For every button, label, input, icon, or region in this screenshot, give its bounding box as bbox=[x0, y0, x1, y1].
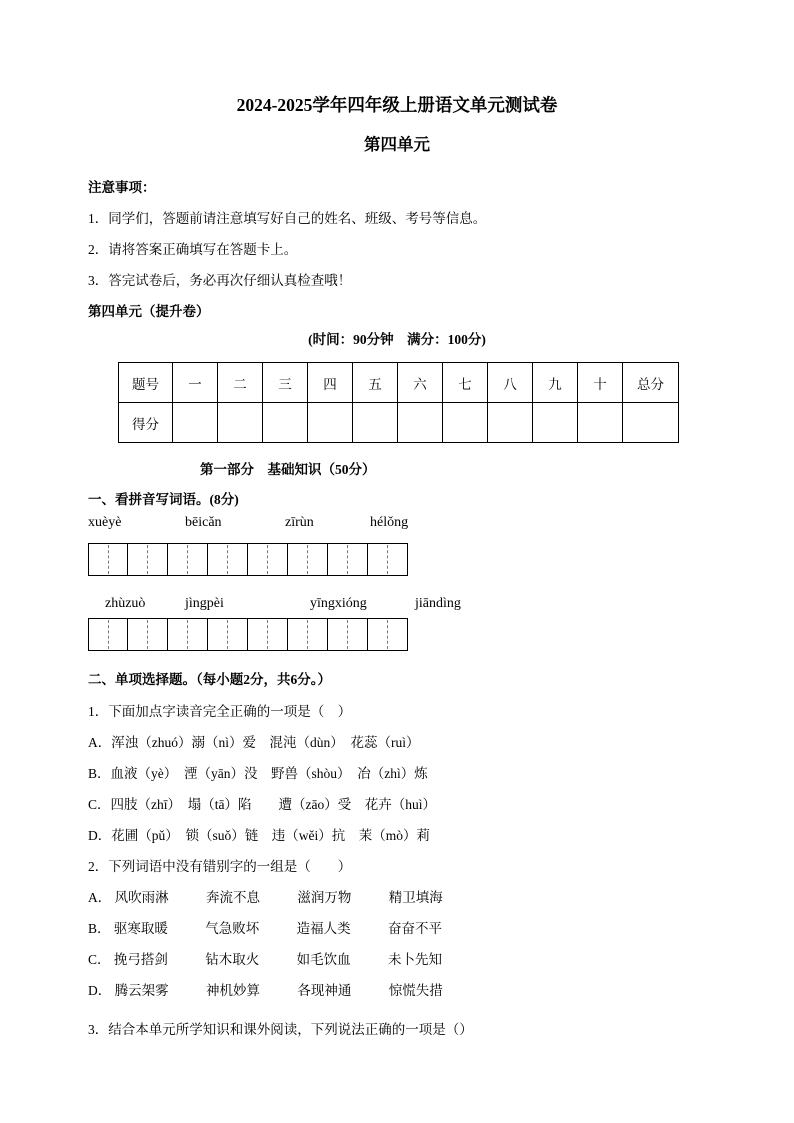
score-header-cell: 总分 bbox=[623, 363, 679, 403]
question2-option-a bbox=[88, 889, 706, 907]
score-header-cell: 十 bbox=[578, 363, 623, 403]
question2-option-c bbox=[88, 951, 706, 969]
pinyin-row-2 bbox=[88, 596, 706, 616]
score-cell-empty bbox=[398, 403, 443, 443]
pinyin-word: zīrùn bbox=[285, 515, 314, 530]
writing-cell bbox=[328, 543, 368, 576]
page-subtitle: 第四单元 bbox=[364, 135, 430, 154]
writing-cell bbox=[208, 543, 248, 576]
notice-heading: 注意事项： bbox=[88, 180, 156, 195]
score-header-cell: 五 bbox=[353, 363, 398, 403]
option-word: 精卫填海 bbox=[388, 890, 443, 905]
writing-cell bbox=[88, 543, 128, 576]
option-label: C． bbox=[88, 952, 111, 967]
option-word: 滋润万物 bbox=[297, 890, 352, 905]
score-header-cell: 七 bbox=[443, 363, 488, 403]
option-label: A． bbox=[88, 890, 112, 905]
score-cell-empty bbox=[218, 403, 263, 443]
option-word: 气急败坏 bbox=[205, 921, 260, 936]
pinyin-word: hélǒng bbox=[370, 515, 409, 530]
writing-cell bbox=[368, 618, 408, 651]
notice-item-2: 2．请将答案正确填写在答题卡上。 bbox=[88, 242, 298, 257]
score-header-cell: 八 bbox=[488, 363, 533, 403]
writing-cell bbox=[168, 543, 208, 576]
writing-cell bbox=[248, 618, 288, 651]
writing-cell bbox=[88, 618, 128, 651]
option-word: 钻木取火 bbox=[205, 952, 260, 967]
pinyin-word: jiāndìng bbox=[415, 596, 461, 611]
section1-heading: 一、看拼音写词语。(8分) bbox=[88, 492, 239, 507]
question1-option-d: D．花圃（pǔ） 锁（suǒ）链 违（wěi）抗 茉（mò）莉 bbox=[88, 828, 430, 843]
question1-option-a: A．浑浊（zhuó）溺（nì）爱 混沌（dùn） 花蕊（ruì） bbox=[88, 735, 420, 750]
score-cell-empty bbox=[578, 403, 623, 443]
option-word: 驱寒取暖 bbox=[113, 921, 168, 936]
option-label: D． bbox=[88, 983, 112, 998]
option-word: 奔流不息 bbox=[206, 890, 260, 905]
score-cell-empty bbox=[263, 403, 308, 443]
writing-cell bbox=[128, 543, 168, 576]
option-word: 惊慌失措 bbox=[388, 983, 443, 998]
writing-cell bbox=[288, 618, 328, 651]
score-table bbox=[118, 362, 679, 443]
score-header-cell: 九 bbox=[533, 363, 578, 403]
pinyin-word: jìngpèi bbox=[185, 596, 224, 611]
page-title: 2024-2025学年四年级上册语文单元测试卷 bbox=[236, 95, 558, 115]
score-table-score-row bbox=[119, 403, 679, 443]
writing-cell bbox=[168, 618, 208, 651]
writing-cell bbox=[208, 618, 248, 651]
option-word: 腾云架雾 bbox=[114, 983, 169, 998]
score-cell-empty bbox=[488, 403, 533, 443]
option-word: 如毛饮血 bbox=[296, 952, 351, 967]
score-cell-empty bbox=[443, 403, 488, 443]
question1-option-c: C．四肢（zhī） 塌（tā）陷 遭（zāo）受 花卉（huì） bbox=[88, 797, 436, 812]
score-header-cell: 一 bbox=[173, 363, 218, 403]
score-header-cell: 四 bbox=[308, 363, 353, 403]
time-score-line: (时间：90分钟 满分：100分) bbox=[308, 332, 486, 347]
question3-stem: 3．结合本单元所学知识和课外阅读，下列说法正确的一项是（） bbox=[88, 1022, 473, 1037]
notice-item-1: 1．同学们，答题前请注意填写好自己的姓名、班级、考号等信息。 bbox=[88, 211, 487, 226]
pinyin-row-1 bbox=[88, 515, 706, 535]
option-word: 造福人类 bbox=[296, 921, 351, 936]
writing-cell bbox=[368, 543, 408, 576]
question1-option-b: B．血液（yè） 湮（yān）没 野兽（shòu） 冶（zhì）炼 bbox=[88, 766, 428, 781]
pinyin-word: xuèyè bbox=[88, 515, 122, 530]
pinyin-word: bēicǎn bbox=[185, 515, 222, 530]
option-word: 未卜先知 bbox=[388, 952, 443, 967]
writing-cell bbox=[128, 618, 168, 651]
option-label: B． bbox=[88, 921, 111, 936]
question2-option-d bbox=[88, 982, 706, 1000]
pinyin-word: yīngxióng bbox=[310, 596, 367, 611]
score-cell-empty bbox=[173, 403, 218, 443]
writing-cell bbox=[328, 618, 368, 651]
score-header-cell: 三 bbox=[263, 363, 308, 403]
question2-stem: 2．下列词语中没有错别字的一组是（ ） bbox=[88, 859, 352, 874]
question1-stem: 1．下面加点字读音完全正确的一项是（ ） bbox=[88, 704, 352, 719]
question2-option-b bbox=[88, 920, 706, 938]
option-word: 各现神通 bbox=[297, 983, 352, 998]
writing-grid-row-1 bbox=[88, 543, 408, 576]
notice-item-3: 3．答完试卷后，务必再次仔细认真检查哦！ bbox=[88, 273, 352, 288]
writing-cell bbox=[248, 543, 288, 576]
score-header-cell: 二 bbox=[218, 363, 263, 403]
score-cell-empty bbox=[308, 403, 353, 443]
option-word: 奋奋不平 bbox=[388, 921, 443, 936]
option-word: 风吹雨淋 bbox=[114, 890, 169, 905]
section2-heading: 二、单项选择题。（每小题2分，共6分。） bbox=[88, 672, 331, 687]
writing-cell bbox=[288, 543, 328, 576]
writing-grid-row-2 bbox=[88, 618, 408, 651]
score-cell-empty bbox=[623, 403, 679, 443]
score-header-cell: 题号 bbox=[119, 363, 173, 403]
option-word: 神机妙算 bbox=[206, 983, 260, 998]
score-table-header-row bbox=[119, 363, 679, 403]
pinyin-word: zhùzuò bbox=[105, 596, 146, 611]
option-word: 挽弓搭剑 bbox=[113, 952, 168, 967]
score-header-cell: 六 bbox=[398, 363, 443, 403]
score-row-label: 得分 bbox=[119, 403, 173, 443]
score-cell-empty bbox=[353, 403, 398, 443]
unit-heading: 第四单元（提升卷） bbox=[88, 304, 210, 319]
score-cell-empty bbox=[533, 403, 578, 443]
part1-heading: 第一部分 基础知识（50分） bbox=[200, 462, 376, 477]
